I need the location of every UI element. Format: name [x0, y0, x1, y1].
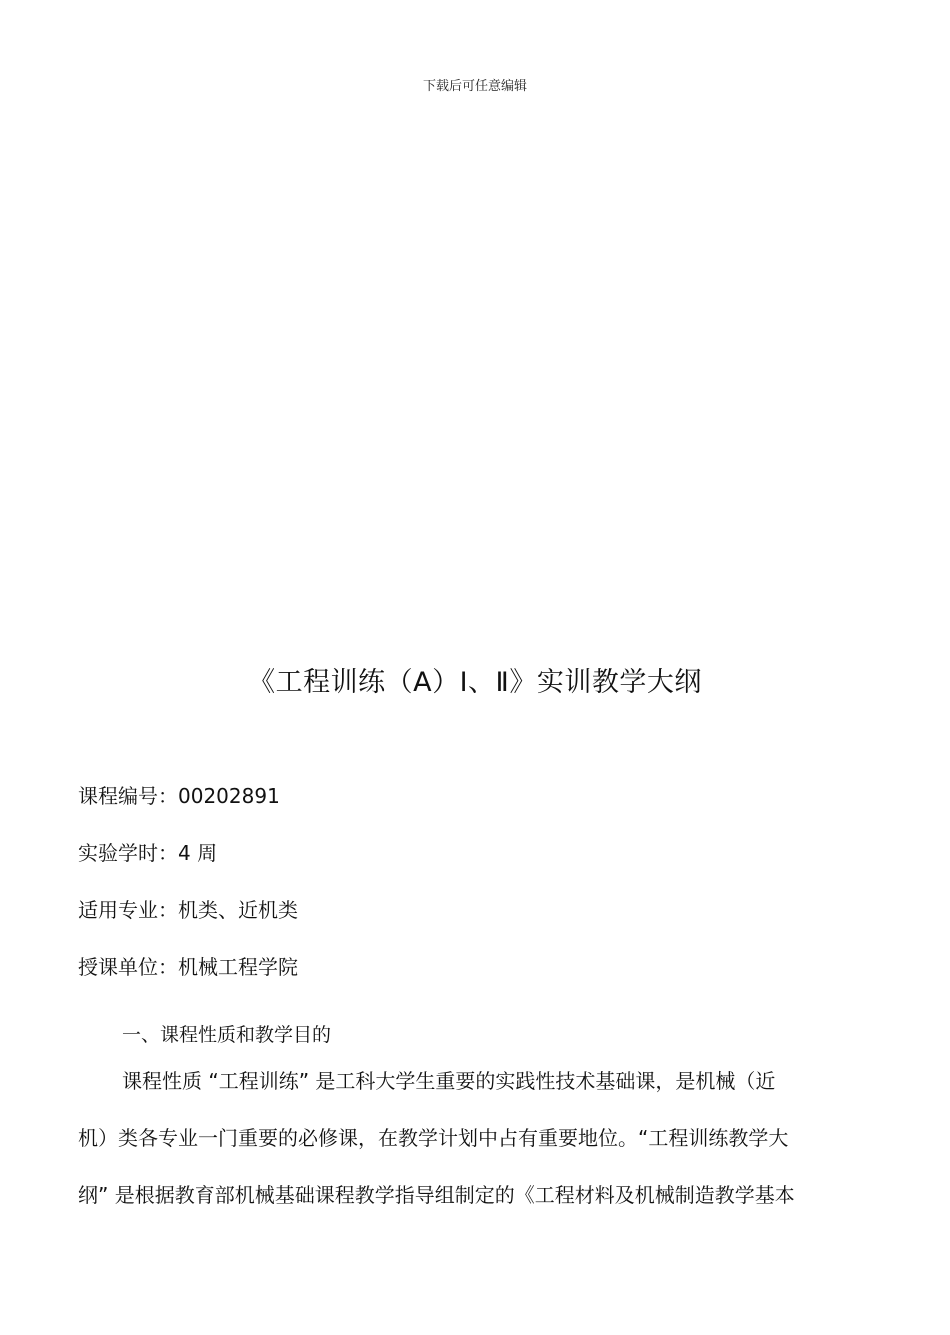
header-note: 下载后可任意编辑 — [422, 79, 527, 94]
major-line — [78, 894, 298, 923]
hours-line — [78, 837, 217, 866]
hours-label: 实验学时： — [78, 841, 178, 865]
major-value: 机类、近机类 — [178, 898, 298, 922]
paragraph-line: 纲” 是根据教育部机械基础课程教学指导组制定的《工程材料及机械制造教学基本 — [78, 1183, 795, 1207]
unit-value: 机械工程学院 — [178, 955, 298, 979]
paragraph-line: 机）类各专业一门重要的必修课，在教学计划中占有重要地位。“工程训练教学大 — [78, 1126, 789, 1150]
course-code-line — [78, 780, 280, 809]
paragraph-line: 课程性质 “工程训练” 是工科大学生重要的实践性技术基础课，是机械（近 — [122, 1069, 776, 1093]
document-title: 《工程训练（A）Ⅰ、Ⅱ》实训教学大纲 — [248, 667, 702, 698]
course-code-value: 00202891 — [178, 784, 280, 808]
unit-label: 授课单位： — [78, 955, 178, 979]
section-heading: 一、课程性质和教学目的 — [122, 1024, 332, 1046]
unit-line — [78, 951, 298, 980]
hours-value: 4 周 — [178, 841, 218, 865]
course-code-label: 课程编号： — [78, 784, 178, 808]
major-label: 适用专业： — [78, 898, 178, 922]
